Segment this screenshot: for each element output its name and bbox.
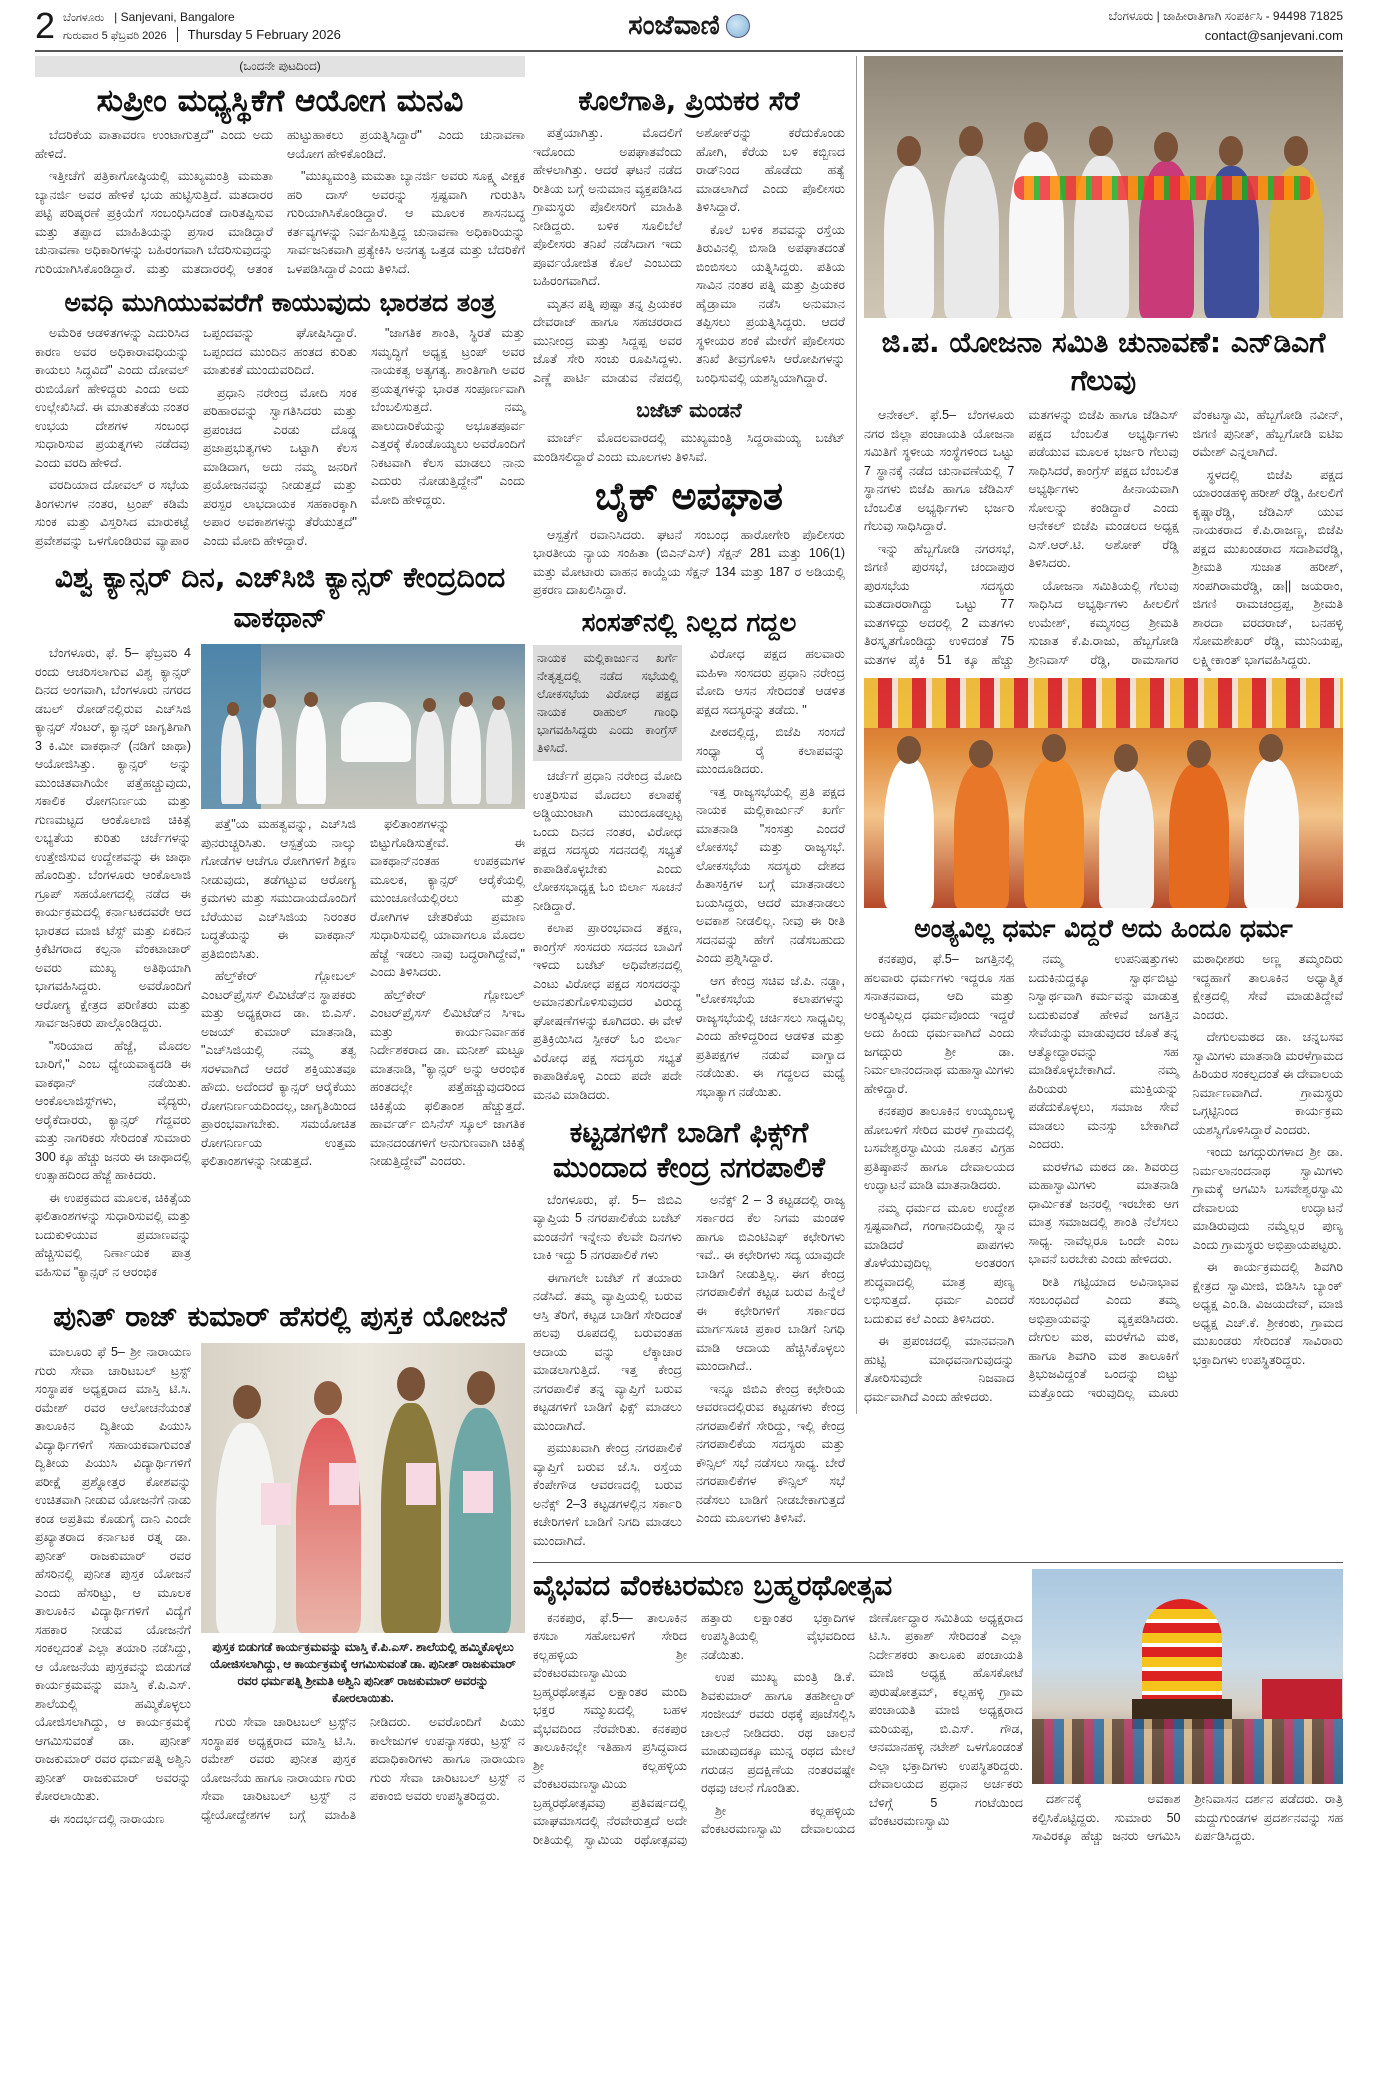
paragraph: ಪತ್ತೆಯಾಗಿತ್ತು. ಮೊದಲಿಗೆ ಇದೊಂದು ಅಪಘಾತವೆಂದು ಹೇಳಲಾಗಿತ್ತು. ಆದರೆ ಘಟನೆ ನಡೆದ ರೀತಿಯ ಬಗ್ಗೆ ಅನುಮಾನ ವ್ಯಕ್ತಪಡಿಸಿದ ಗ್ರಾಮಸ್ಥರು ಪೊಲೀಸರಿಗೆ ಮಾಹಿತಿ ನೀಡಿದ್ದರು. ಬಳಿಕ ಸೂಲಿಬೆಲೆ ಪೊಲೀಸರು ತನಿಖೆ ನಡೆಸಿದಾಗ ಇದು ಪೂರ್ವಯೋಜಿತ ಕೊಲೆ ಎಂಬುದು ಬಹಿರಂಗವಾಗಿದೆ.: [533, 126, 682, 289]
paragraph: ಈ ಕಾರ್ಯಕ್ರಮದಲ್ಲಿ ಶಿವಗಿರಿ ಕ್ಷೇತ್ರದ ಸ್ವಾಮೀಜಿ, ಬಿಡಿಸಿಸಿ ಬ್ಯಾಂಕ್ ಅಧ್ಯಕ್ಷ ಎಂ.ಡಿ. ವಿಜಯದೇವ್, ಮಾಜಿ ಅಧ್ಯಕ್ಷ ಎಚ್.ಕೆ. ಶ್ರೀಕಂಠು, ಗ್ರಾಮದ ಮುಖಂಡರು ಸೇರಿದಂತೆ ಸಾವಿರಾರು ಭಕ್ತಾದಿಗಳು ಉಪಸ್ಥಿತರಿದ್ದರು.: [1192, 1260, 1343, 1367]
paragraph: ಪೀಠದಲ್ಲಿದ್ದ, ಬಿಜೆಪಿ ಸಂಸದೆ ಸಂಧ್ಯಾ ರೈ ಕಲಾಪವನ್ನು ಮುಂದೂಡಿದರು.: [696, 725, 845, 777]
article-dharma: [864, 950, 1343, 1406]
rathotsava-text: [533, 1569, 1023, 1857]
article-puneeth-lead: [35, 1343, 191, 1832]
paragraph: ಆಸ್ಪತ್ರೆಗೆ ರವಾನಿಸಿದರು. ಘಟನೆ ಸಂಬಂಧ ಹಾರೋಗೇರಿ ಪೊಲೀಸರು ಭಾರತೀಯ ನ್ಯಾಯ ಸಂಹಿತಾ (ಬಿಎನ್‌ಎಸ್) ಸೆಕ್ಷನ್ 281 ಮತ್ತು 106(1) ಮತ್ತು ಮೋಟಾರು ವಾಹನ ಕಾಯ್ದೆಯ ಸೆಕ್ಷನ್ 134 ಮತ್ತು 187 ರ ಅಡಿಯಲ್ಲಿ ಪ್ರಕರಣ ದಾಖಲಿಸಿದ್ದಾರೆ.: [533, 527, 845, 598]
headline-bike: ಬೈಕ್ ಅಪಘಾತ: [595, 474, 783, 519]
paragraph: ಕನಕಪುರ ತಾಲೂಕಿನ ಉಯ್ಯಂಬಳ್ಳಿ ಹೋಬಳಿಗೆ ಸೇರಿದ ಮರಳೆ ಗ್ರಾಮದಲ್ಲಿ ಬಸವೇಶ್ವರಸ್ವಾಮಿಯ ನೂತನ ವಿಗ್ರಹ ಪ್ರತಿಷ್ಠಾಪನೆ ಹಾಗೂ ದೇವಾಲಯದ ಉದ್ಘಾಟನೆ ಮಾಡಿ ಮಾತನಾಡಿದರು.: [864, 1104, 1015, 1193]
budget-box: [533, 397, 845, 466]
edition-row: [63, 10, 341, 25]
paragraph: ಇತ್ತೀಚೆಗೆ ಪತ್ರಿಕಾಗೋಷ್ಠಿಯಲ್ಲಿ ಮುಖ್ಯಮಂತ್ರಿ ಮಮತಾ ಬ್ಯಾನರ್ಜಿ ಅವರ ಹೇಳಿಕೆ ಭಯ ಹುಟ್ಟಿಸುತ್ತಿದೆ. ಮತದಾರರ ಪಟ್ಟಿ ಪರಿಷ್ಕರಣೆ ಪ್ರಕ್ರಿಯೆಗೆ ಸಂಬಂಧಿಸಿದಂತೆ ದಾರಿತಪ್ಪಿಸುವ ಮತ್ತು ತಪ್ಪಾದ ಮಾಹಿತಿಯನ್ನು ಪ್ರಸಾರ ಮಾಡಿದ್ದಾರೆ ಚುನಾವಣಾ ಅಧಿಕಾರಿಗಳನ್ನು ಬಹಿರಂಗವಾಗಿ ಬೆದರಿಸುವುದನ್ನು ಗುರಿಯಾಗಿಸಿಕೊಂಡಿದ್ದಾರೆ. ಮತ್ತು ಮತದಾರರಲ್ಲಿ ಆತಂಕ ಹುಟ್ಟುಹಾಕಲು ಪ್ರಯತ್ನಿಸಿದ್ದಾರೆ" ಎಂದು ಚುನಾವಣಾ ಆಯೋಗ ಹೇಳಿಕೊಂಡಿದೆ.: [35, 128, 525, 276]
article-rathotsava: [533, 1609, 1023, 1850]
continued-banner-text: (ಒಂದನೇ ಪುಟದಿಂದ): [239, 59, 321, 73]
paragraph: ಈಗಾಗಲೇ ಬಜೆಟ್ ಗೆ ತಯಾರು ನಡೆಸಿದೆ. ತಮ್ಮ ವ್ಯಾಪ್ತಿಯಲ್ಲಿ ಬರುವ ಆಸ್ತಿ ತೆರಿಗೆ, ಕಟ್ಟಡ ಬಾಡಿಗೆ ಸೇರಿದಂತೆ ಹಲವು ರೂಪದಲ್ಲಿ ಬರುವಂತಹ ಆದಾಯ ವನ್ನು ಲೆಕ್ಕಾಚಾರ ಮಾಡಲಾಗುತ್ತಿದೆ. ಇತ್ತ ಕೇಂದ್ರ ನಗರಪಾಲಿಕೆ ತನ್ನ ವ್ಯಾಪ್ತಿಗೆ ಬರುವ ಕಟ್ಟಡಗಳಿಗೆ ಬಾಡಿಗೆ ಫಿಕ್ಸ್ ಮಾಡಲು ಮುಂದಾಗಿದೆ.: [533, 1270, 682, 1433]
paragraph: ಇನ್ನು ಹೆಬ್ಬಗೋಡಿ ನಗರಸಭೆ, ಜಿಗಣಿ ಪುರಸಭೆ, ಚಂದಾಪುರ ಪುರಸಭೆಯ ಸದಸ್ಯರು ಮತದಾರರಾಗಿದ್ದು ಒಟ್ಟು 77 ಮತಗಳಿದ್ದು ಅದರಲ್ಲಿ 2 ಮತಗಳು ತಿರಸ್ಕೃತಗೊಂಡಿದ್ದು ಉಳಿದಂತೆ 75 ಮತಗಳ ಪೈಕಿ 51 ಕ್ಕೂ ಹೆಚ್ಚು ಮತಗಳನ್ನು ಬಿಜೆಪಿ ಹಾಗೂ ಜೆಡಿಎಸ್ ಪಕ್ಷದ ಬೆಂಬಲಿತ ಅಭ್ಯರ್ಥಿಗಳು ಪಡೆಯುವ ಮೂಲಕ ಭರ್ಜರಿ ಗೆಲುವು ಸಾಧಿಸಿದರೆ, ಕಾಂಗ್ರೆಸ್ ಪಕ್ಷದ ಬೆಂಬಲಿತ ಅಭ್ಯರ್ಥಿಗಳು ಹೀನಾಯವಾಗಿ ಸೋಲನ್ನು ಕಂಡಿದ್ದಾರೆ ಎಂದು ಆನೇಕಲ್ ಬಿಜೆಪಿ ಮಂಡಲದ ಅಧ್ಯಕ್ಷ ಎಸ್.ಆರ್.ಟಿ. ಅಶೋಕ್ ರೆಡ್ಡಿ ತಿಳಿಸಿದರು.: [864, 408, 1179, 667]
paragraph: ದರ್ಶನಕ್ಕೆ ಅವಕಾಶ ಕಲ್ಪಿಸಿಕೊಟ್ಟಿದ್ದರು. ಸುಮಾರು 50 ಸಾವಿರಕ್ಕೂ ಹೆಚ್ಚು ಜನರು ಆಗಮಿಸಿ ಶ್ರೀನಿವಾಸನ ದರ್ಶನ ಪಡೆದರು. ರಾತ್ರಿ ಮದ್ದುಗುಂಡಗಳ ಪ್ರದರ್ಶನವನ್ನು ಸಹ ಏರ್ಪಡಿಸಿದ್ದರು.: [1032, 1792, 1343, 1844]
paragraph: ಹೆಲ್ತ್‌ಕೇರ್ ಗ್ಲೋಬಲ್ ಎಂಟರ್‌ಪ್ರೈಸಸ್ ಲಿಮಿಟೆಡ್‌ನ ಸಿಇಒ ಮತ್ತು ಕಾರ್ಯನಿರ್ವಾಹಕ ನಿರ್ದೇಶಕರಾದ ಡಾ. ಮನೀಶ್ ಮಟ್ಟೂ ಮಾತನಾಡಿ, "ಕ್ಯಾನ್ಸರ್ ಅನ್ನು ಆರಂಭಿಕ ಹಂತದಲ್ಲೇ ಪತ್ತೆಹಚ್ಚುವುದರಿಂದ ಚಿಕಿತ್ಸೆಯ ಫಲಿತಾಂಶ ಹೆಚ್ಚುತ್ತದೆ. ಹಾರ್ವರ್ಡ್ ಬಿಸಿನೆಸ್ ಸ್ಕೂಲ್ ಜಾಗತಿಕ ಮಾನದಂಡಗಳಿಗೆ ಅನುಗುಣವಾಗಿ ಚಿಕಿತ್ಸೆ ನೀಡುತ್ತಿದ್ದೇವೆ" ಎಂದರು.: [370, 987, 525, 1169]
paragraph: ಕೊಲೆ ಬಳಿಕ ಶವವನ್ನು ರಸ್ತೆಯ ತಿರುವಿನಲ್ಲಿ ಬಿಸಾಡಿ ಅಪಘಾತದಂತೆ ಬಿಂಬಿಸಲು ಯತ್ನಿಸಿದ್ದರು. ಪತಿಯ ಸಾವಿನ ನಂತರ ಪತ್ನಿ ಮತ್ತು ಪ್ರಿಯಕರ ಹೈಡ್ರಾಮಾ ನಡೆಸಿ ಅನುಮಾನ ತಪ್ಪಿಸಲು ಪ್ರಯತ್ನಿಸಿದ್ದರು. ಆದರೆ ಸ್ಥಳೀಯರ ಶಂಕೆ ಮೇರೆಗೆ ಪೊಲೀಸರು ತನಿಖೆ ತೀವ್ರಗೊಳಿಸಿ ಆರೋಪಿಗಳನ್ನು ಬಂಧಿಸುವಲ್ಲಿ ಯಶಸ್ವಿಯಾಗಿದ್ದಾರೆ.: [696, 222, 845, 385]
paragraph: ಮರಳೆಗವಿ ಮಠದ ಡಾ. ಶಿವರುದ್ರ ಮಹಾಸ್ವಾಮಿಗಳು ಮಾತನಾಡಿ ಧಾರ್ಮಿಕತೆ ಜನರಲ್ಲಿ ಇರಬೇಕು ಆಗ ಮಾತ್ರ ಸಮಾಜದಲ್ಲಿ ಶಾಂತಿ ನೆಲೆಸಲು ಸಾಧ್ಯ. ನಾವೆಲ್ಲರೂ ಒಂದೇ ಎಂಬ ಭಾವನೆ ಬರಬೇಕು ಎಂದು ಹೇಳಿದರು.: [1028, 1159, 1179, 1267]
continued-banner: [35, 56, 525, 77]
paragraph: ರೀತಿ ಗಟ್ಟಿಯಾದ ಅವಿನಾಭಾವ ಸಂಬಂಧವಿದೆ ಎಂದು ತಮ್ಮ ಅಭಿಪ್ರಾಯವನ್ನು ವ್ಯಕ್ತಪಡಿಸಿದರು. ದೇಗುಲ ಮಠ, ಮರಳೆಗವಿ ಮಠ, ಹಾಗೂ ಶಿವಗಿರಿ ಮಠ ತಾಲೂಕಿಗೆ ತ್ರಿಭುಜವಿದ್ದಂತೆ ಒಂದನ್ನು ಬಿಟ್ಟು ಮತ್ತೊಂದು ಇರುವುದಿಲ್ಲ ಮೂರು ಮಠಾಧೀಶರು ಅಣ್ಣ ತಮ್ಮಂದಿರು ಇದ್ದಹಾಗೆ ತಾಲೂಕಿನ ಅಧ್ಯಾತ್ಮಿಕ ಕ್ಷೇತ್ರದಲ್ಲಿ ಸೇವೆ ಮಾಡುತಿದ್ದೇವೆ ಎಂದರು.: [1028, 952, 1343, 1400]
paragraph: ಬೆದರಿಕೆಯ ವಾತಾವರಣ ಉಂಟಾಗುತ್ತದೆ" ಎಂದು ಅದು ಹೇಳಿದೆ.: [35, 128, 273, 161]
paragraph: ಬೆಂಗಳೂರು, ಫೆ. 5– ಫೆಬ್ರವರಿ 4 ರಂದು ಆಚರಿಸಲಾಗುವ ವಿಶ್ವ ಕ್ಯಾನ್ಸರ್ ದಿನದ ಅಂಗವಾಗಿ, ಬೆಂಗಳೂರು ನಗರದ ಡಬಲ್ ರೋಡ್‌ನಲ್ಲಿರುವ ಎಚ್‌ಸಿಜಿ ಕ್ಯಾನ್ಸರ್ ಸೆಂಟರ್, ಕ್ಯಾನ್ಸರ್ ಜಾಗೃತಿಗಾಗಿ 3 ಕಿ.ಮೀ ವಾಕಥಾನ್ (ನಡಿಗೆ ಜಾಥಾ) ಆಯೋಜಿಸಿತ್ತು. ಕ್ಯಾನ್ಸರ್ ಅನ್ನು ಮುಂಚಿತವಾಗಿಯೇ ಪತ್ತೆಹಚ್ಚುವುದು, ಸಕಾಲಿಕ ರೋಗನಿರ್ಣಯ ಮತ್ತು ಗುಣಮಟ್ಟದ ಆಂಕೊಲಾಜಿ ಚಿಕಿತ್ಸೆ ಲಭ್ಯತೆಯ ಕುರಿತು ಚರ್ಚೆಗಳನ್ನು ಉತ್ತೇಜಿಸುವ ಉದ್ದೇಶವನ್ನು ಈ ಜಾಥಾ ಹೊಂದಿತ್ತು. ಬೆಂಗಳೂರು ಆಂಕೊಲಾಜಿ ಗ್ರೂಪ್ ಸಹಯೋಗದಲ್ಲಿ ನಡೆದ ಈ ಕಾರ್ಯಕ್ರಮದಲ್ಲಿ ಕರ್ನಾಟಕದವರೇ ಆದ ಭಾರತದ ಮಾಜಿ ಟೆಸ್ಟ್ ಮತ್ತು ಏಕದಿನ ಕ್ರಿಕೆಟಿಗರಾದ ಕಲ್ಪನಾ ವೆಂಕಟಾಚಾರ್ ಅವರು ಮುಖ್ಯ ಅತಿಥಿಯಾಗಿ ಭಾಗವಹಿಸಿದ್ದರು. ಅವರೊಂದಿಗೆ ಆರೋಗ್ಯ ಕ್ಷೇತ್ರದ ಪರಿಣಿತರು ಮತ್ತು ಸಾರ್ವಜನಿಕರು ಪಾಲ್ಗೊಂಡಿದ್ದರು.: [35, 646, 191, 1031]
paragraph: ಯೋಜನಾ ಸಮಿತಿಯಲ್ಲಿ ಗೆಲುವು ಸಾಧಿಸಿದ ಅಭ್ಯರ್ಥಿಗಳು ಹೀಲಲಿಗೆ ಉಮೇಶ್, ಕಮ್ಮಸಂದ್ರ ಶ್ರೀಮತಿ ಸುಜಾತ ಕೆ.ಪಿ.ರಾಜು, ಹೆಬ್ಬಗೋಡಿ ಶ್ರೀನಿವಾಸ್ ರೆಡ್ಡಿ, ರಾಮಸಾಗರ ವೆಂಕಟಸ್ವಾಮಿ, ಹೆಬ್ಬಗೋಡಿ ನವೀನ್, ಜಿಗಣಿ ಪುನೀತ್, ಹೆಬ್ಬಗೋಡಿ ಐಟಿಐ ರಮೇಶ್ ಎನ್ನಲಾಗಿದೆ.: [1028, 408, 1343, 667]
paragraph: ವರದಿಯಾದ ದೋವಲ್ ರ ಸಭೆಯ ತಿಂಗಳುಗಳ ನಂತರ, ಟ್ರಂಪ್ ಕಡಿಮೆ ಸುಂಕ ಮತ್ತು ವಿಸ್ತರಿಸಿದ ಮಾರುಕಟ್ಟೆ ಪ್ರವೇಶವನ್ನು ಒಳಗೊಂಡಿರುವ ವ್ಯಾಪಾರ ಒಪ್ಪಂದವನ್ನು ಘೋಷಿಸಿದ್ದಾರೆ. ಒಪ್ಪಂದದ ಮುಂದಿನ ಹಂತದ ಕುರಿತು ಮಾತುಕತೆ ಮುಂದುವರಿದಿದೆ.: [35, 326, 357, 548]
paragraph: "ಮುಖ್ಯಮಂತ್ರಿ ಮಮತಾ ಬ್ಯಾನರ್ಜಿ ಅವರು ಸೂಕ್ಷ್ಮ ವೀಕ್ಷಕ ಹರಿ ದಾಸ್ ಅವರನ್ನು ಸ್ಪಷ್ಟವಾಗಿ ಗುರುತಿಸಿ ಗುರಿಯಾಗಿಸಿಕೊಂಡಿದ್ದಾರೆ. ಆ ಮೂಲಕ ಶಾಸನಬದ್ಧ ಕರ್ತವ್ಯಗಳನ್ನು ನಿರ್ವಹಿಸುತ್ತಿದ್ದ ಚುನಾವಣಾ ಅಧಿಕಾರಿಯನ್ನು ಸಾರ್ವಜನಿಕವಾಗಿ ಪ್ರತ್ಯೇಕಿಸಿ ಅನಗತ್ಯ ಒತ್ತಡ ಮತ್ತು ಬೆದರಿಕೆಗೆ ಒಳಪಡಿಸಿದ್ದಾರೆ ಎಂದು ತಿಳಿಸಿದೆ.: [287, 169, 525, 276]
left-column: [35, 56, 525, 1840]
paragraph: ಆನೇಕಲ್. ಫೆ.5– ಬೆಂಗಳೂರು ನಗರ ಜಿಲ್ಲಾ ಪಂಚಾಯತಿ ಯೋಜನಾ ಸಮಿತಿಗೆ ಸ್ಥಳೀಯ ಸಂಸ್ಥೆಗಳಿಂದ ಒಟ್ಟು 7 ಸ್ಥಾನಕ್ಕೆ ನಡೆದ ಚುನಾವಣೆಯಲ್ಲಿ 7 ಸ್ಥಾನಗಳು ಬಿಜೆಪಿ ಹಾಗೂ ಜೆಡಿಎಸ್ ಬೆಂಬಲಿತ ಅಭ್ಯರ್ಥಿಗಳು ಭರ್ಜರಿ ಗೆಲುವು ಸಾಧಿಸಿದ್ದಾರೆ.: [864, 408, 1015, 533]
photo-book-release: [201, 1343, 525, 1633]
paragraph: ನಮ್ಮ ಧರ್ಮದ ಮೂಲ ಉದ್ದೇಶ ಸ್ಪಷ್ಟವಾಗಿದೆ, ಗಂಗಾನದಿಯಲ್ಲಿ ಸ್ನಾನ ಮಾಡಿದರೆ ಪಾಪಗಳು ತೊಳೆಯುವುದಿಲ್ಲ ಅಂತರಂಗ ಶುದ್ಧವಾದಲ್ಲಿ ಮಾತ್ರ ಪುಣ್ಯ ಲಭಿಸುತ್ತದೆ. ಧರ್ಮ ಎಂದರೆ ಬದುಕುವ ಕಲೆ ಎಂದು ತಿಳಿಸಿದರು.: [864, 1200, 1015, 1326]
photo-temple-inauguration: [864, 678, 1343, 908]
paragraph: ಅಮೆರಿಕ ಆಡಳಿತಗಳನ್ನು ಎದುರಿಸಿದ ಕಾರಣ ಅವರ ಅಧಿಕಾರಾವಧಿಯನ್ನು ಕಾಯಲು ಸಿದ್ಧವಿದೆ" ಎಂದು ದೋವಲ್ ರುಬಿಯೊಗೆ ಹೇಳಿದ್ದರು ಎಂದು ಅದು ಉಲ್ಲೇಖಿಸಿದೆ. ಈ ಮಾತುಕತೆಯ ನಂತರ ಉಭಯ ದೇಶಗಳ ಸಂಬಂಧ ಸುಧಾರಿಸುವ ಪ್ರಯತ್ನಗಳು ನಡೆದವು ಎಂದು ವರದಿ ಹೇಳಿದೆ.: [35, 326, 189, 470]
middle-right-area: [533, 56, 1343, 1857]
masthead-right: [770, 6, 1343, 46]
article-budget: [533, 429, 845, 466]
paragraph: ವಿರೋಧ ಪಕ್ಷದ ಹಲವಾರು ಮಹಿಳಾ ಸಂಸದರು ಪ್ರಧಾನಿ ನರೇಂದ್ರ ಮೋದಿ ಆಸನ ಸೇರಿದಂತೆ ಆಡಳಿತ ಪಕ್ಷದ ಸದಸ್ಯರನ್ನು ತಡೆದು. ": [696, 647, 845, 717]
paragraph: ಕನಕಪುರ, ಫೆ.5– ಜಗತ್ತಿನಲ್ಲಿ ಹಲವಾರು ಧರ್ಮಗಳು ಇದ್ದರೂ ಸಹ ಸನಾತನವಾದ, ಆದಿ ಮತ್ತು ಅಂತ್ಯವಿಲ್ಲದ ಧರ್ಮವೊಂದು ಇದ್ದರೆ ಅದು ಹಿಂದು ಧರ್ಮವಾಗಿದೆ ಎಂದು ಜಗದ್ಗುರು ಶ್ರೀ ಡಾ. ನಿರ್ಮಲಾನಂದನಾಥ ಮಹಾಸ್ವಾಮಿಗಳು ಹೇಳಿದ್ದಾರೆ.: [864, 952, 1015, 1096]
headline-avadhi: ಅವಧಿ ಮುಗಿಯುವವರೆಗೆ ಕಾಯುವುದು ಭಾರತದ ತಂತ್ರ: [64, 288, 496, 318]
headline-dharma: ಅಂತ್ಯವಿಲ್ಲ ಧರ್ಮ ವಿದ್ದರೆ ಅದು ಹಿಂದೂ ಧರ್ಮ: [914, 914, 1293, 944]
paragraph: ಅನೆಕ್ಸ್ 2 – 3 ಕಟ್ಟಡದಲ್ಲಿ ರಾಜ್ಯ ಸರ್ಕಾರದ ಕೆಲ ನಿಗಮ ಮಂಡಳಿ ಹಾಗೂ ಬಿಎಂಟಿಎಫ್ ಕಛೇರಿಗಳು ಇವೆ.. ಈ ಕಛೇರಿಗಳು ಸದ್ಯ ಯಾವುದೇ ಬಾಡಿಗೆ ನೀಡುತ್ತಿಲ್ಲ. ಈಗ ಕೇಂದ್ರ ನಗರಪಾಲಿಕೆಗೆ ಕಟ್ಟಡ ಬರುವ ಹಿನ್ನೆಲೆ ಈ ಕಛೇರಿಗಳಿಗೆ ಸರ್ಕಾರದ ಮಾರ್ಗಸೂಚಿ ಪ್ರಕಾರ ಬಾಡಿಗೆ ನಿಗಧಿ ಮಾಡಿ ಆದಾಯ ಹೆಚ್ಚಿಸಿಕೊಳ್ಳಲು ಮುಂದಾಗಿದೆ..: [696, 1192, 845, 1374]
article-puneeth-main: [201, 1343, 525, 1832]
article-zp: [864, 406, 1343, 670]
paragraph: ಇಂದು ಜಗದ್ಗುರುಗಳಾದ ಶ್ರೀ ಡಾ. ನಿರ್ಮಲಾನಂದನಾಥ ಸ್ವಾಮಿಗಳು ಗ್ರಾಮಕ್ಕೆ ಆಗಮಿಸಿ ಬಸವೇಶ್ವರಸ್ವಾಮಿ ದೇವಾಲಯ ಉದ್ಘಾಟನೆ ಮಾಡಿರುವುದು ನಮ್ಮೆಲ್ಲರ ಪುಣ್ಯ ಎಂದು ಗ್ರಾಮಸ್ಥರು ಅಭಿಪ್ರಾಯಪಟ್ಟರು.: [1192, 1145, 1343, 1252]
date-row: [63, 27, 341, 43]
paragraph: ಸ್ಥಳದಲ್ಲಿ ಬಿಜೆಪಿ ಪಕ್ಷದ ಯಾರಂಡಹಳ್ಳಿ ಹರೀಶ್ ರೆಡ್ಡಿ, ಹೀಲಲಿಗೆ ಕೃಷ್ಣಾರೆಡ್ಡಿ, ಜೆಡಿಎಸ್ ಯುವ ನಾಯಕರಾದ ಕೆ.ಪಿ.ರಾಜಣ್ಣ, ಬಿಜೆಪಿ ಪಕ್ಷದ ಮುಖಂಡರಾದ ಸದಾಶಿವರೆಡ್ಡಿ, ಶ್ರೀಮತಿ ಸುಜಾತ ಹರೀಶ್, ಸಂಪಗಿರಾಮರೆಡ್ಡಿ, ಡಾ|| ಜಯರಾಂ, ಜಿಗಣಿ ರಾಮಚಂದ್ರಪ್ಪ, ಶ್ರೀಮತಿ ಶಾರದಾ ವರದರಾಜ್, ಬನಹಳ್ಳಿ ಸೋಮಶೇಖರ್ ರೆಡ್ಡಿ, ಮುನಿಯಪ್ಪ, ಲಕ್ಷ್ಮೀಕಾಂತ್ ಭಾಗವಹಿಸಿದ್ದರು.: [1192, 467, 1343, 667]
rathotsava-section: [533, 1562, 1343, 1857]
ad-contact: ಬೆಂಗಳೂರು | ಜಾಹೀರಾತಿಗಾಗಿ ಸಂಪರ್ಕಿಸಿ - 94498 71825: [1108, 9, 1343, 23]
paragraph: ಪ್ರಮುಖವಾಗಿ ಕೇಂದ್ರ ನಗರಪಾಲಿಕೆ ವ್ಯಾಪ್ತಿಗೆ ಬರುವ ಜೆ.ಸಿ. ರಸ್ತೆಯ ಕೆಂಪೇಗೌಡ ಆವರಣದಲ್ಲಿ ಬರುವ ಅನೆಕ್ಸ್ 2–3 ಕಟ್ಟಡಗಳಲ್ಲಿನ ಸರ್ಕಾರಿ ಕಚೇರಿಗಳಿಗೆ ಬಾಡಿಗೆ ನಿಗದಿ ಮಾಡಲು ಮುಂದಾಗಿದೆ.: [533, 1441, 682, 1548]
headline-kolegati: ಕೊಲೆಗಾತಿ, ಪ್ರಿಯಕರ ಸೆರೆ: [578, 86, 800, 117]
pull-quote-box: [533, 645, 682, 761]
paragraph: ಶ್ರೀ ಕಲ್ಲಹಳ್ಳಿಯ ವೆಂಕಟರಮಣಸ್ವಾಮಿ ದೇವಾಲಯದ ಜೀರ್ಣೋದ್ಧಾರ ಸಮಿತಿಯ ಅಧ್ಯಕ್ಷರಾದ ಟಿ.ಸಿ. ಪ್ರಕಾಶ್ ಸೇರಿದಂತೆ ಎಲ್ಲಾ ನಿರ್ದೇಶಕರು ತಾಲೂಕು ಪಂಚಾಯತಿ ಮಾಜಿ ಅಧ್ಯಕ್ಷ ಹೊಸಕೋಟೆ ಪುರುಷೋತ್ತಮ್, ಕಲ್ಲಹಳ್ಳಿ ಗ್ರಾಮ ಪಂಚಾಯತಿ ಮಾಜಿ ಅಧ್ಯಕ್ಷರಾದ ಮರಿಯಪ್ಪ, ಬಿ.ಎಸ್. ಗೌಡ, ಆನಮಾನಹಳ್ಳಿ ನಟೇಶ್ ಒಳಗೊಂಡಂತೆ ಎಲ್ಲಾ ಭಕ್ತಾದಿಗಳು ಉಪಸ್ಥಿತರಿದ್ದರು. ದೇವಾಲಯದ ಪ್ರಧಾನ ಅರ್ಚಕರು ಬೆಳಿಗ್ಗೆ 5 ಗಂಟೆಯಿಂದ ವೆಂಕಟರಮಣಸ್ವಾಮಿ: [701, 1610, 1023, 1837]
paragraph: ಹೆಲ್ತ್‌ಕೇರ್ ಗ್ಲೋಬಲ್ ಎಂಟರ್‌ಪ್ರೈಸಸ್ ಲಿಮಿಟೆಡ್‌ನ ಸ್ಥಾಪಕರು ಮತ್ತು ಅಧ್ಯಕ್ಷರಾದ ಡಾ. ಬಿ.ಎಸ್. ಅಜಯ್ ಕುಮಾರ್ ಮಾತನಾಡಿ, "ಎಚ್‌ಸಿಜಿಯಲ್ಲಿ ನಮ್ಮ ತತ್ವ ಸರಳವಾಗಿದೆ ಆದರೆ ಶಕ್ತಿಯುತವೂ ಹೌದು. ಅದೆಂದರೆ ಕ್ಯಾನ್ಸರ್ ಆರೈಕೆಯು ರೋಗನಿರ್ಣಯದಿಂದಲ್ಲ, ಜಾಗೃತಿಯಿಂದ ಪ್ರಾರಂಭವಾಗಬೇಕು. ಸಮಯೋಚಿತ ರೋಗನಿರ್ಣಯ ಉತ್ತಮ ಫಲಿತಾಂಶಗಳನ್ನು ನೀಡುತ್ತದೆ.: [201, 969, 356, 1169]
paragraph: ಇತ್ತ ರಾಜ್ಯಸಭೆಯಲ್ಲಿ ಪ್ರತಿ ಪಕ್ಷದ ನಾಯಕ ಮಲ್ಲಿಕಾರ್ಜುನ್ ಖರ್ಗೆ ಮಾತನಾಡಿ "ಸಂಸತ್ತು ಎಂದರೆ ಲೋಕಸಭೆ ಮತ್ತು ರಾಜ್ಯಸಭೆ. ಲೋಕಸಭೆಯ ಸದಸ್ಯರು ದೇಶದ ಹಿತಾಸಕ್ತಿಗಳ ಬಗ್ಗೆ ಮಾತನಾಡಲು ಬಯಸಿದ್ದರು, ಆದರೆ ಮಾತನಾಡಲು ಅವಕಾಶ ನೀಡಲಿಲ್ಲ. ನೀವು ಈ ರೀತಿ ಸದನವನ್ನು ಹೇಗೆ ನಡೆಸಬಹುದು ಎಂದು ಪ್ರಶ್ನಿಸಿದ್ದಾರೆ.: [696, 784, 845, 966]
middle-column: [533, 56, 856, 1558]
city-label: ಬೆಂಗಳೂರು: [63, 11, 105, 24]
pull-quote-text: ನಾಯಕ ಮಲ್ಲಿಕಾರ್ಜುನ ಖರ್ಗೆ ನೇತೃತ್ವದಲ್ಲಿ ನಡೆದ ಸಭೆಯಲ್ಲಿ ಲೋಕಸಭೆಯ ವಿರೋಧ ಪಕ್ಷದ ನಾಯಕ ರಾಹುಲ್ ಗಾಂಧಿ ಭಾಗವಹಿಸಿದ್ದರು ಎಂದು ಕಾಂಗ್ರೆಸ್ ತಿಳಿಸಿದೆ.: [537, 651, 678, 756]
paragraph: ಆಗ ಕೇಂದ್ರ ಸಚಿವ ಜೆ.ಪಿ. ನಡ್ಡಾ, "ಲೋಕಸಭೆಯ ಕಲಾಪಗಳನ್ನು ರಾಜ್ಯಸಭೆಯಲ್ಲಿ ಚರ್ಚಿಸಲು ಸಾಧ್ಯವಿಲ್ಲ ಎಂದು ಹೇಳಿದ್ದರಿಂದ ಆಡಳಿತ ಮತ್ತು ಪ್ರತಿಪಕ್ಷಗಳ ನಡುವೆ ವಾಗ್ವಾದ ನಡೆಯಿತು. ಈ ಗದ್ದಲದ ಮಧ್ಯೆ ಸಭಾತ್ಯಾಗ ನಡೆಯಿತು.: [696, 973, 845, 1099]
paragraph: ಮೃತನ ಪತ್ನಿ ಪುಷ್ಪಾ ತನ್ನ ಪ್ರಿಯಕರ ದೇವರಾಜ್ ಹಾಗೂ ಸಹಚರರಾದ ಮುನೀಂದ್ರ ಮತ್ತು ಸಿದ್ದಪ್ಪ ಅವರ ಜೊತೆ ಸೇರಿ ಸಂಚು ರೂಪಿಸಿದ್ದಳು. ಎಣ್ಣೆ ಪಾರ್ಟಿ ಮಾಡುವ ನೆಪದಲ್ಲಿ ಅಶೋಕ್‌ರನ್ನು ಕರೆದುಕೊಂಡು ಹೋಗಿ, ಕೆರೆಯ ಬಳಿ ಕಬ್ಬಿಣದ ರಾಡ್‌ನಿಂದ ಹೊಡೆದು ಹತ್ಯೆ ಮಾಡಲಾಗಿದೆ ಎಂದು ಪೊಲೀಸರು ತಿಳಿಸಿದ್ದಾರೆ.: [533, 126, 845, 385]
rathotsava-photo-area: [1032, 1569, 1343, 1856]
article-cancer: [35, 644, 525, 1293]
headline-budget: ಬಜೆಟ್ ಮಂಡನೆ: [636, 400, 742, 423]
paragraph: ಇನ್ನೂ ಜಿಬಿಎ ಕೇಂದ್ರ ಕಛೇರಿಯ ಆವರಣದಲ್ಲಿರುವ ಕಟ್ಟಡಗಳು ಕೇಂದ್ರ ನಗರಪಾಲಿಕೆಗೆ ಸೇರಿದ್ದು, ಇಲ್ಲಿ ಕೇಂದ್ರ ನಗರಪಾಲಿಕೆಯ ಸದಸ್ಯರು ಮತ್ತು ಕೌನ್ಸಿಲ್ ಸಭೆ ನಡೆಸಲು ಸಾಧ್ಯ. ಬೇರೆ ನಗರಪಾಲಿಕೆಗಳ ಕೌನ್ಸಿಲ್ ಸಭೆ ನಡೆಸಲು ಬಾಡಿಗೆ ನೀಡಬೇಕಾಗುತ್ತದೆ ಎಂದು ಮೂಲಗಳು ತಿಳಿಸಿವೆ.: [696, 1381, 845, 1526]
paragraph: ಬೆಂಗಳೂರು, ಫೆ. 5– ಜಿಬಿಎ ವ್ಯಾಪ್ತಿಯ 5 ನಗರಪಾಲಿಕೆಯ ಬಜೆಟ್ ಮಂಡನೆಗೆ ಇನ್ನೇನು ಕೆಲವೇ ದಿನಗಳು ಬಾಕಿ ಇದ್ದು 5 ನಗರಪಾಲಿಕೆ ಗಳು: [533, 1192, 682, 1263]
paragraph: ಪ್ರಧಾನಿ ನರೇಂದ್ರ ಮೋದಿ ಸಂಕ ಪರಿಹಾರವನ್ನು ಸ್ವಾಗತಿಸಿದರು ಮತ್ತು ಪ್ರಪಂಚದ ಎರಡು ದೊಡ್ಡ ಪ್ರಜಾಪ್ರಭುತ್ವಗಳು ಒಟ್ಟಾಗಿ ಕೆಲಸ ಮಾಡಿದಾಗ, ಅದು ನಮ್ಮ ಜನರಿಗೆ ಪ್ರಯೋಜನವನ್ನು ನೀಡುತ್ತದೆ ಮತ್ತು ಪರಸ್ಪರ ಲಾಭದಾಯಕ ಸಹಕಾರಕ್ಕಾಗಿ ಅಪಾರ ಅವಕಾಶಗಳನ್ನು ತೆರೆಯುತ್ತದೆ" ಎಂದು ಮೋದಿ ಹೇಳಿದ್ದಾರೆ.: [203, 385, 357, 548]
paragraph: "ಜಾಗತಿಕ ಶಾಂತಿ, ಸ್ಥಿರತೆ ಮತ್ತು ಸಮೃದ್ಧಿಗೆ ಅಧ್ಯಕ್ಷ ಟ್ರಂಪ್ ಅವರ ನಾಯಕತ್ವ ಅತ್ಯಗತ್ಯ. ಶಾಂತಿಗಾಗಿ ಅವರ ಪ್ರಯತ್ನಗಳನ್ನು ಭಾರತ ಸಂಪೂರ್ಣವಾಗಿ ಬೆಂಬಲಿಸುತ್ತದೆ. ನಮ್ಮ ಪಾಲುದಾರಿಕೆಯನ್ನು ಅಭೂತಪೂರ್ವ ಎತ್ತರಕ್ಕೆ ಕೊಂಡೊಯ್ಯಲು ಅವರೊಂದಿಗೆ ನಿಕಟವಾಗಿ ಕೆಲಸ ಮಾಡಲು ನಾನು ಎದುರು ನೋಡುತ್ತಿದ್ದೇನೆ" ಎಂದು ಮೋದಿ ಹೇಳಿದ್ದರು.: [371, 326, 525, 507]
paragraph: ಉಪ ಮುಖ್ಯ ಮಂತ್ರಿ ಡಿ.ಕೆ. ಶಿವಕುಮಾರ್ ಹಾಗೂ ತಹಶೀಲ್ದಾರ್ ಸಂಜೀಯ್ ರವರು ರಥಕ್ಕೆ ಪೂಜೆಸಲ್ಲಿಸಿ ಚಾಲನೆ ನೀಡಿದರು. ರಥ ಚಾಲನೆ ಮಾಡುವುದಕ್ಕೂ ಮುನ್ನ ರಥದ ಮೇಲೆ ಗರುಡನ ಪ್ರದಕ್ಷಿಣೆಯ ನಂತರವಷ್ಟೇ ರಥವು ಚಲನೆ ಗೊಂಡಿತು.: [701, 1670, 855, 1796]
paragraph: ಪತ್ತೆ"ಯ ಮಹತ್ವವನ್ನು, ಎಚ್‌ಸಿಜಿ ಪುನರುಚ್ಚರಿಸಿತು. ಆಸ್ಪತ್ರೆಯ ನಾಲ್ಕು ಗೋಡೆಗಳ ಆಚೆಗೂ ರೋಗಿಗಳಿಗೆ ಶಿಕ್ಷಣ ನೀಡುವುದು, ತಡೆಗಟ್ಟುವ ಆರೋಗ್ಯ ಕ್ರಮಗಳು ಮತ್ತು ಸಮುದಾಯದೊಂದಿಗೆ ಬೆರೆಯುವ ಎಚ್‌ಸಿಜಿಯ ನಿರಂತರ ಬದ್ಧತೆಯನ್ನು ಈ ವಾಕಥಾನ್ ಪ್ರತಿಬಿಂಬಿಸಿತು.: [201, 817, 356, 961]
paragraph: ಚರ್ಚೆಗೆ ಪ್ರಧಾನಿ ನರೇಂದ್ರ ಮೋದಿ ಉತ್ತರಿಸುವ ಮೊದಲು ಕಲಾಪಕ್ಕೆ ಅಡ್ಡಿಯುಂಟಾಗಿ ಮುಂದೂಡಲ್ಪಟ್ಟ ಒಂದು ದಿನದ ನಂತರ, ವಿರೋಧ ಪಕ್ಷದ ಸದಸ್ಯರು ಸದನದಲ್ಲಿ ಸಭ್ಯತೆ ಕಾಪಾಡಿಕೊಳ್ಳಬೇಕು ಎಂದು ಲೋಕಸಭಾಧ್ಯಕ್ಷ ಓಂ ಬಿರ್ಲಾ ಸೂಚನೆ ನೀಡಿದ್ದಾರೆ.: [533, 769, 682, 913]
paragraph: ಈ ಸಂದರ್ಭದಲ್ಲಿ ನಾರಾಯಣ: [49, 1811, 165, 1826]
paragraph: ನಮ್ಮ ಉಪನಿಷತ್ತುಗಳು ಬದುಕಿನುದ್ದಕ್ಕೂ ಸ್ವಾರ್ಥಬಿಟ್ಟು ನಿಸ್ವಾರ್ಥವಾಗಿ ಕರ್ಮವನ್ನು ಮಾಡುತ್ತ ಬದುಕುವಂತೆ ಹೇಳಿವೆ ಜಗತ್ತಿನ ಸೇವೆಯನ್ನು ಮಾಡುವುದರ ಜೊತೆ ತನ್ನ ಆತ್ಮೋದ್ಧಾರವನ್ನು ಸಹ ಮಾಡಿಕೊಳ್ಳಬೇಕಾಗಿದೆ. ನಮ್ಮ ಹಿರಿಯರು ಮುಕ್ತಿಯನ್ನು ಪಡೆದುಕೊಳ್ಳಲು, ಸಮಾಜ ಸೇವೆ ಮಾಡಲು ಮನಸ್ಸು ಬೇಕಾಗಿದೆ ಎಂದರು.: [1028, 952, 1179, 1152]
photo-chariot-festival: [1032, 1569, 1343, 1784]
right-column: [856, 56, 1343, 1414]
newspaper-page: [35, 0, 1343, 1857]
date-english: Thursday 5 February 2026: [177, 27, 341, 42]
page-columns: [35, 56, 1343, 1857]
photo-walkathon: [201, 644, 525, 809]
paragraph: ಮಾಲೂರು ಫೆ 5– ಶ್ರೀ ನಾರಾಯಣ ಗುರು ಸೇವಾ ಚಾರಿಟಬಲ್ ಟ್ರಸ್ಟ್ ಸಂಸ್ಥಾಪಕ ಅಧ್ಯಕ್ಷರಾದ ಮಾಸ್ತಿ ಟಿ.ಸಿ. ರಮೇಶ್ ರವರ ಆಲೋಚನೆಯಂತೆ ತಾಲೂಕಿನ ದ್ವಿತೀಯ ಪಿಯುಸಿ ವಿದ್ಯಾರ್ಥಿಗಳಿಗೆ ಸಹಾಯಕವಾಗುವಂತೆ ದ್ವಿತೀಯ ಪಿಯುಸಿ ವಿದ್ಯಾರ್ಥಿಗಳಿಗೆ ಪರೀಕ್ಷೆ ಪ್ರಶ್ನೋತ್ತರ ಕೋಶವನ್ನು ಉಚಿತವಾಗಿ ನೀಡುವ ಯೋಜನೆಗೆ ನಾಡು ಕಂಡ ಅಪ್ರತಿಮ ಕೊಡುಗೈ ದಾನಿ ಎಂದೇ ಪ್ರಖ್ಯಾತರಾದ ಕರ್ನಾಟಕ ರತ್ನ ಡಾ. ಪುನೀತ್ ರಾಜಕುಮಾರ್ ರವರ ಹೆಸರಿನಲ್ಲಿ ಪುನೀತ ಪುಸ್ತಕ ಯೋಜನೆ ಎಂದು ಹೆಸರಿಟ್ಟು, ಆ ಮೂಲಕ ತಾಲೂಕಿನ ವಿದ್ಯಾರ್ಥಿಗಳಿಗೆ ವಿದ್ಯೆಗೆ ಸಹಕಾರ ನೀಡುವ ಯೋಜನೆಗೆ ಸಂಕಲ್ಪದಂತೆ ಎಲ್ಲಾ ತಯಾರಿ ನಡೆಸಿದ್ದು, ಆ ಯೋಜನೆಯ ಪುಸ್ತಕವನ್ನು ಬಿಡುಗಡೆ ಕಾರ್ಯಕ್ರಮವನ್ನು ಮಾಸ್ತಿ ಕೆ.ಪಿ.ಎಸ್. ಶಾಲೆಯಲ್ಲಿ ಹಮ್ಮಿಕೊಳ್ಳಲು ಯೋಜಿಸಲಾಗಿದ್ದು, ಆ ಕಾರ್ಯಕ್ರಮಕ್ಕೆ ಆಗಮಿಸುವಂತೆ ಡಾ. ಪುನೀತ್ ರಾಜಕುಮಾರ್ ರವರ ಧರ್ಮಪತ್ನಿ ಅಶ್ವಿನಿ ಪುನೀತ್ ರಾಜಕುಮಾರ್ ಅವರನ್ನು ಕೋರಲಾಯಿತು.: [35, 1345, 191, 1804]
photo-zp-winners: [864, 56, 1343, 318]
article-cancer-main: [201, 644, 525, 1183]
headline-cancer: ವಿಶ್ವ ಕ್ಯಾನ್ಸರ್ ದಿನ, ಎಚ್‌ಸಿಜಿ ಕ್ಯಾನ್ಸರ್ ಕೇಂದ್ರದಿಂದ ವಾಕಥಾನ್: [54, 561, 506, 635]
paragraph: ಕನಕಪುರ, ಫೆ.5–– ತಾಲೂಕಿನ ಕಸಬಾ ಸಹೋಬಳಿಗೆ ಸೇರಿದ ಕಲ್ಲಹಳ್ಳಿಯ ಶ್ರೀ ವೆಂಕಟರಮಣಸ್ವಾಮಿಯ ಬ್ರಹ್ಮರಥೋತ್ಸವ ಲಕ್ಷಾಂತರ ಮಂದಿ ಭಕ್ತರ ಸಮ್ಮುಖದಲ್ಲಿ ಬಹಳ ವೈಭವದಿಂದ ನೆರವೇರಿತು. ಕನಕಪುರ ತಾಲೂಕಿನಲ್ಲೇ ಇತಿಹಾಸ ಪ್ರಸಿದ್ಧವಾದ ಶ್ರೀ ಕಲ್ಲಹಳ್ಳಿಯ ವೆಂಕಟರಮಣಸ್ವಾಮಿಯ ಬ್ರಹ್ಮರಥೋತ್ಸವವು ಪ್ರತಿವರ್ಷದಲ್ಲಿ ಮಾಘಮಾಸದಲ್ಲಿ ನೆರವೇರುತ್ತದೆ ಅದೇ ರೀತಿಯಲ್ಲಿ ಸ್ವಾಮಿಯ ರಥೋತ್ಸವವು ಹತ್ತಾರು ಲಕ್ಷಾಂತರ ಭಕ್ತಾದಿಗಳ ಉಪಸ್ಥಿತಿಯಲ್ಲಿ ವೈಭವದಿಂದ ನಡೆಯಿತು.: [533, 1610, 855, 1847]
article-bike: [533, 526, 845, 600]
article-cancer-lead: [35, 644, 191, 1285]
date-kannada: ಗುರುವಾರ 5 ಫೆಬ್ರವರಿ 2026: [63, 29, 167, 42]
masthead: [35, 4, 1343, 52]
article-supreme: [35, 126, 525, 280]
article-kolegati: [533, 124, 845, 389]
globe-icon: [726, 14, 750, 38]
page-number: 2: [35, 5, 56, 46]
paragraph: "ಸರಿಯಾದ ಹೆಜ್ಜೆ, ಮೊದಲ ಬಾರಿಗೆ," ಎಂಬ ಧ್ಯೇಯವಾಕ್ಯದಡಿ ಈ ವಾಕಥಾನ್ ನಡೆಯಿತು. ಆಂಕೊಲಾಜಿಸ್ಟ್‌ಗಳು, ವೈದ್ಯರು, ಆರೈಕೆದಾರರು, ಕ್ಯಾನ್ಸರ್ ಗೆದ್ದವರು ಮತ್ತು ನಾಗರಿಕರು ಸೇರಿದಂತೆ ಸುಮಾರು 300 ಕ್ಕೂ ಹೆಚ್ಚು ಜನರು ಈ ಜಾಥಾದಲ್ಲಿ ಉತ್ಸಾಹದಿಂದ ಹೆಜ್ಜೆ ಹಾಕಿದರು.: [35, 1038, 191, 1183]
photo-caption-puneeth: [206, 1639, 520, 1707]
paragraph: ಗುರು ಸೇವಾ ಚಾರಿಟಬಲ್ ಟ್ರಸ್ಟ್‌ನ ಸಂಸ್ಥಾಪಕ ಅಧ್ಯಕ್ಷರಾದ ಮಾಸ್ತಿ ಟಿ.ಸಿ. ರಮೇಶ್ ರವರು ಪುನೀತ ಪುಸ್ತಕ ಯೋಜನೆಯ ಹಾಗೂ ನಾರಾಯಣ ಗುರು ಸೇವಾ ಚಾರಿಟಬಲ್ ಟ್ರಸ್ಟ್ ನ ಧ್ಯೇಯೋದ್ದೇಶಗಳ ಬಗ್ಗೆ ಮಾಹಿತಿ ನೀಡಿದರು. ಅವರೊಂದಿಗೆ ಪಿಯು ಕಾಲೇಜುಗಳ ಉಪನ್ಯಾಸಕರು, ಟ್ರಸ್ಟ್ ನ ಪದಾಧಿಕಾರಿಗಳು ಹಾಗೂ ನಾರಾಯಣ ಗುರು ಸೇವಾ ಚಾರಿಟಬಲ್ ಟ್ರಸ್ಟ್ ನ ಪಕಾಂಬಿ ಅವರು ಉಪಸ್ಥಿತರಿದ್ದರು.: [201, 1715, 525, 1822]
article-puneeth: [35, 1343, 525, 1840]
headline-rathotsava: ವೈಭವದ ವೆಂಕಟರಮಣ ಬ್ರಹ್ಮರಥೋತ್ಸವ: [533, 1569, 893, 1603]
paragraph: ಈ ಉಪಕ್ರಮದ ಮೂಲಕ, ಚಿಕಿತ್ಸೆಯ ಫಲಿತಾಂಶಗಳನ್ನು ಸುಧಾರಿಸುವಲ್ಲಿ ಮತ್ತು ಬದುಕುಳಿಯುವ ಪ್ರಮಾಣವನ್ನು ಹೆಚ್ಚಿಸುವಲ್ಲಿ ನಿರ್ಣಾಯಕ ಪಾತ್ರ ವಹಿಸುವ "ಕ್ಯಾನ್ಸರ್ ನ ಆರಂಭಿಕ: [35, 1190, 191, 1279]
headline-kattada: ಕಟ್ಟಡಗಳಿಗೆ ಬಾಡಿಗೆ ಫಿಕ್ಸ್‌ಗೆ ಮುಂದಾದ ಕೇಂದ್ರ ನಗರಪಾಲಿಕೆ: [553, 1115, 825, 1184]
masthead-left: [35, 6, 608, 46]
paragraph: ದೇಗುಲಮಠದ ಡಾ. ಚನ್ನಬಸವ ಸ್ವಾಮಿಗಳು ಮಾತನಾಡಿ ಮರಳೆಗ್ರಾಮದ ಹಿರಿಯರ ಸಂಕಲ್ಪದಂತೆ ಈ ದೇವಾಲಯ ನಿರ್ಮಾಣವಾಗಿದೆ. ಗ್ರಾಮಸ್ಥರು ಒಗ್ಗಟ್ಟಿನಿಂದ ಕಾರ್ಯಕ್ರಮ ಯಶಸ್ವಿಗೊಳಿಸಿದ್ದಾರೆ ಎಂದರು.: [1192, 1030, 1343, 1137]
edition-label: | Sanjevani, Bangalore: [114, 9, 235, 24]
newspaper-logo: [628, 10, 750, 42]
article-kattada: [533, 1191, 845, 1551]
paragraph: ಫಲಿತಾಂಶಗಳನ್ನು ಬಿಟ್ಟುಗೊಡಿಸುತ್ತೇವೆ. ಈ ವಾಕಥಾನ್‌ನಂತಹ ಉಪಕ್ರಮಗಳ ಮೂಲಕ, ಕ್ಯಾನ್ಸರ್ ಆರೈಕೆಯಲ್ಲಿ ಮುಂಚೂಣಿಯಲ್ಲಿರಲು ಮತ್ತು ರೋಗಿಗಳ ಚೇತರಿಕೆಯ ಪ್ರಮಾಣ ಸುಧಾರಿಸುವಲ್ಲಿ ಯಾವಾಗಲೂ ಮೊದಲ ಹೆಜ್ಜೆ ಇಡಲು ನಾವು ಬದ್ಧರಾಗಿದ್ದೇವೆ," ಎಂದು ತಿಳಿಸಿದರು.: [370, 817, 525, 980]
article-sansath: [533, 645, 845, 1107]
paragraph: ಮಾರ್ಚ್ ಮೊದಲವಾರದಲ್ಲಿ ಮುಖ್ಯಮಂತ್ರಿ ಸಿದ್ದರಾಮಯ್ಯ ಬಜೆಟ್ ಮಂಡಿಸಲಿದ್ದಾರೆ ಎಂದು ಮೂಲಗಳು ತಿಳಿಸಿವೆ.: [533, 431, 845, 464]
headline-sansath: ಸಂಸತ್‌ನಲ್ಲಿ ನಿಲ್ಲದ ಗದ್ದಲ: [581, 607, 797, 638]
article-cancer-body: [201, 815, 525, 1175]
article-avadhi: [35, 324, 525, 550]
email-link[interactable]: contact@sanjevani.com: [1204, 28, 1343, 43]
headline-puneeth: ಪುನಿತ್ ರಾಜ್ ಕುಮಾರ್ ಹೆಸರಲ್ಲಿ ಪುಸ್ತಕ ಯೋಜನೆ: [53, 1300, 507, 1334]
article-puneeth-body: [201, 1713, 525, 1824]
caption-text: ಪುಸ್ತಕ ಬಿಡುಗಡೆ ಕಾರ್ಯಕ್ರಮವನ್ನು ಮಾಸ್ತಿ ಕೆ.ಪಿ.ಎಸ್. ಶಾಲೆಯಲ್ಲಿ ಹಮ್ಮಿಕೊಳ್ಳಲು ಯೋಜಿಸಲಾಗಿದ್ದು, ಆ ಕಾರ್ಯಕ್ರಮಕ್ಕೆ ಆಗಮಿಸುವಂತೆ ಡಾ. ಪುನೀತ್ ರಾಜಕುಮಾರ್ ರವರ ಧರ್ಮಪತ್ನಿ ಶ್ರೀಮತಿ ಅಶ್ವಿನಿ ಪುನೀತ್ ರಾಜಕುಮಾರ್ ಅವರನ್ನು ಕೋರಲಾಯಿತು.: [210, 1640, 516, 1706]
headline-supreme: ಸುಪ್ರೀಂ ಮಧ್ಯಸ್ಥಿಕೆಗೆ ಆಯೋಗ ಮನವಿ: [96, 83, 464, 119]
article-rathotsava-tail: [1032, 1790, 1343, 1848]
masthead-dateline: [63, 10, 341, 43]
paragraph: ಈ ಪ್ರಪಂಚದಲ್ಲಿ ಮಾನವನಾಗಿ ಹುಟ್ಟಿ ಮಾಧವನಾಗುವುದನ್ನು ತೋರಿಸುವುದೇ ನಿಜವಾದ ಧರ್ಮವಾಗಿದೆ ಎಂದು ಹೇಳಿದರು.: [864, 1334, 1015, 1404]
paragraph: ಕಲಾಪ ಪ್ರಾರಂಭವಾದ ತಕ್ಷಣ, ಕಾಂಗ್ರೆಸ್ ಸಂಸದರು ಸದನದ ಬಾವಿಗೆ ಇಳಿದು ಬಜೆಟ್ ಅಧಿವೇಶನದಲ್ಲಿ ಎಂಟು ವಿರೋಧ ಪಕ್ಷದ ಸಂಸದರನ್ನು ಅಮಾನತುಗೊಳಿಸುವುದರ ವಿರುದ್ಧ ಘೋಷಣೆಗಳನ್ನು ಕೂಗಿದರು. ಈ ವೇಳೆ ಪ್ರತಿಕ್ರಿಯಿಸಿದ ಸ್ಪೀಕರ್ ಓಂ ಬಿರ್ಲಾ ವಿರೋಧ ಪಕ್ಷ ಸದಸ್ಯರು ಸಭ್ಯತೆ ಕಾಪಾಡಿಕೊಳ್ಳಿ ಎಂದು ಪದೇ ಪದೇ ಮನವಿ ಮಾಡಿದರು.: [533, 921, 682, 1102]
middle-right-columns: [533, 56, 1343, 1558]
logo-text: ಸಂಜೆವಾಣಿ: [628, 10, 720, 41]
headline-zp: ಜಿ.ಪ. ಯೋಜನಾ ಸಮಿತಿ ಚುನಾವಣೆ: ಎನ್‌ಡಿಎಗೆ ಗೆಲುವು: [881, 326, 1326, 397]
